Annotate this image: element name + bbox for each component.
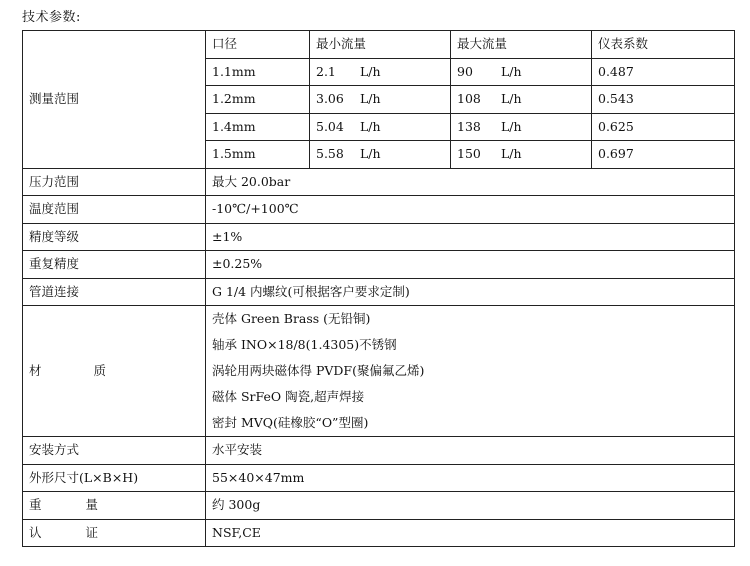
- spec-label: 安装方式: [23, 437, 206, 465]
- header-meter-factor: 仪表系数: [592, 31, 735, 59]
- meter-factor-cell: 0.487: [592, 58, 735, 86]
- spec-table: [22, 30, 735, 547]
- max-flow-cell: [451, 86, 592, 114]
- max-flow-unit: L/h: [501, 146, 522, 162]
- material-label: [23, 306, 206, 437]
- min-flow-cell: [310, 58, 451, 86]
- spec-value: NSF,CE: [206, 519, 735, 547]
- max-flow-value: 150: [457, 146, 481, 162]
- spec-value: -10℃/+100℃: [206, 196, 735, 224]
- min-flow-value: 2.1: [316, 63, 336, 79]
- spec-label: [23, 492, 206, 520]
- meter-factor-cell: 0.697: [592, 141, 735, 169]
- spec-label: 外形尺寸(L×B×H): [23, 464, 206, 492]
- spec-value: ±0.25%: [206, 251, 735, 279]
- spec-row-material: [23, 306, 735, 437]
- material-list: [206, 306, 735, 437]
- spec-value: 55×40×47mm: [206, 464, 735, 492]
- max-flow-cell: [451, 58, 592, 86]
- spec-row-connection: [23, 278, 735, 306]
- min-flow-value: 3.06: [316, 91, 344, 107]
- bore-cell: 1.2mm: [206, 86, 310, 114]
- spec-row-weight: [23, 492, 735, 520]
- spec-row-pressure: [23, 168, 735, 196]
- spec-row-installation: [23, 437, 735, 465]
- spec-label-text: 认 证: [29, 524, 118, 540]
- material-line: 涡轮用两块磁体得 PVDF(聚偏氟乙烯): [212, 363, 425, 378]
- spec-row-accuracy: [23, 223, 735, 251]
- material-label-text: 材 质: [29, 363, 130, 378]
- min-flow-unit: L/h: [360, 146, 381, 162]
- spec-value: ±1%: [206, 223, 735, 251]
- min-flow-value: 5.58: [316, 146, 344, 162]
- max-flow-value: 90: [457, 63, 473, 79]
- max-flow-unit: L/h: [501, 118, 522, 134]
- spec-row-repeatability: [23, 251, 735, 279]
- spec-label: [23, 519, 206, 547]
- section-heading: 技术参数:: [22, 10, 81, 25]
- max-flow-value: 108: [457, 91, 481, 107]
- material-line: 密封 MVQ(硅橡胶“O”型圈): [212, 415, 369, 430]
- spec-value: 最大 20.0bar: [206, 168, 735, 196]
- max-flow-cell: [451, 141, 592, 169]
- header-bore: 口径: [206, 31, 310, 59]
- spec-row-certification: [23, 519, 735, 547]
- max-flow-cell: [451, 113, 592, 141]
- measurement-header-row: [23, 31, 735, 59]
- header-min-flow: 最小流量: [310, 31, 451, 59]
- spec-label: 重复精度: [23, 251, 206, 279]
- spec-value: 约 300g: [206, 492, 735, 520]
- min-flow-cell: [310, 86, 451, 114]
- meter-factor-cell: 0.625: [592, 113, 735, 141]
- bore-cell: 1.5mm: [206, 141, 310, 169]
- spec-row-temperature: [23, 196, 735, 224]
- min-flow-cell: [310, 113, 451, 141]
- spec-label: 管道连接: [23, 278, 206, 306]
- max-flow-value: 138: [457, 118, 481, 134]
- min-flow-unit: L/h: [360, 118, 381, 134]
- bore-cell: 1.1mm: [206, 58, 310, 86]
- spec-label: 压力范围: [23, 168, 206, 196]
- min-flow-unit: L/h: [360, 91, 381, 107]
- spec-label-text: 重 量: [29, 497, 118, 513]
- max-flow-unit: L/h: [501, 91, 522, 107]
- spec-row-dimensions: [23, 464, 735, 492]
- spec-label: 精度等级: [23, 223, 206, 251]
- spec-value: G 1/4 内螺纹(可根据客户要求定制): [206, 278, 735, 306]
- material-line: 轴承 INO×18/8(1.4305)不锈钢: [212, 337, 397, 352]
- spec-label: 温度范围: [23, 196, 206, 224]
- bore-cell: 1.4mm: [206, 113, 310, 141]
- measurement-label: 测量范围: [23, 31, 206, 169]
- header-max-flow: 最大流量: [451, 31, 592, 59]
- min-flow-unit: L/h: [360, 63, 381, 79]
- min-flow-cell: [310, 141, 451, 169]
- max-flow-unit: L/h: [501, 63, 522, 79]
- material-line: 磁体 SrFeO 陶瓷,超声焊接: [212, 389, 365, 404]
- meter-factor-cell: 0.543: [592, 86, 735, 114]
- material-line: 壳体 Green Brass (无铅铜): [212, 311, 371, 326]
- min-flow-value: 5.04: [316, 118, 344, 134]
- spec-value: 水平安装: [206, 437, 735, 465]
